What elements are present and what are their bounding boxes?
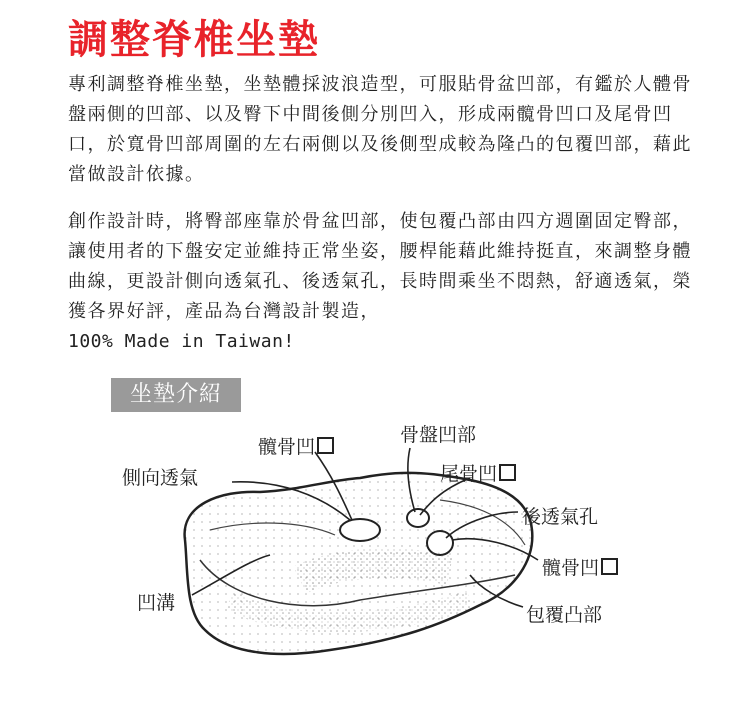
label-wrap-bulge: 包覆凸部	[526, 604, 603, 626]
cushion-body	[185, 473, 533, 654]
design-paragraph-text: 創作設計時，將臀部座靠於骨盆凹部，使包覆凸部由四方週圍固定臀部，讓使用者的下盤安定並維持正常坐姿，腰桿能藉此維持挺直，來調整身體曲線，更設計側向透氣孔、後透氣孔，長時間乘坐不悶熱，舒適透氣，榮獲各界好評，產品為台灣設計製造，	[68, 211, 692, 322]
box-glyph	[317, 437, 334, 454]
intro-paragraph: 專利調整脊椎坐墊，坐墊體採波浪造型，可服貼骨盆凹部，有鑑於人體骨盤兩側的凹部、以及臀下中間後側分別凹入，形成兩髖骨凹口及尾骨凹口，於寬骨凹部周圍的左右兩側以及後側型成較為隆凸的包覆凹部，藉此當做設計依據。	[68, 74, 692, 185]
made-in-taiwan-text: 100% Made in Taiwan!	[68, 331, 295, 352]
label-tailbone-notch: 尾骨凹	[440, 459, 516, 486]
label-rear-vent: 後透氣孔	[522, 506, 599, 528]
cushion-intro-badge: 坐墊介紹	[111, 378, 241, 412]
label-groove: 凹溝	[137, 592, 176, 614]
label-side-vent: 側向透氣	[122, 467, 199, 489]
label-pelvis-recess: 骨盤凹部	[400, 424, 477, 446]
box-glyph	[601, 558, 618, 575]
page-title: 調整脊椎坐墊	[68, 17, 320, 63]
box-glyph	[499, 464, 516, 481]
label-hip-notch-top: 髖骨凹	[258, 432, 334, 459]
label-hip-notch-right: 髖骨凹	[542, 553, 618, 580]
